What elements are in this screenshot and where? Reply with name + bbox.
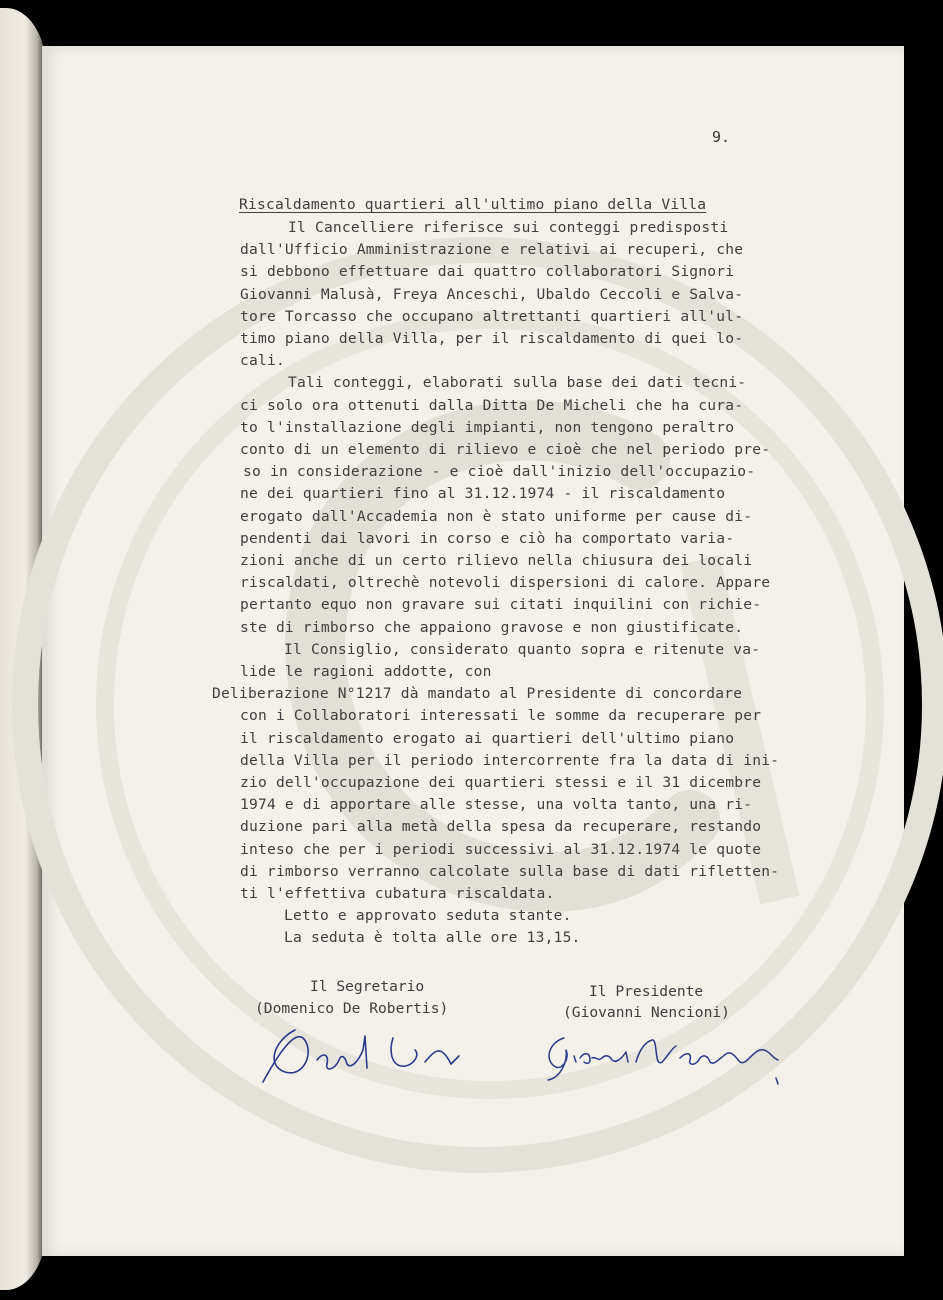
body-line: zioni anche di un certo rilievo nella chiusura dei locali	[240, 552, 753, 569]
body-line: si debbono effettuare dai quattro collaboratori Signori	[240, 263, 735, 281]
body-line: dall'Ufficio Amministrazione e relativi ai recuperi, che	[240, 241, 744, 259]
body-line: so in considerazione - e cioè dall'inizio dell'occupazio-	[243, 463, 756, 481]
body-line: ci solo ora ottenuti dalla Ditta De Micheli che ha cura-	[240, 396, 744, 414]
body-line: 1974 e di apportare alle stesse, una volta tanto, una ri-	[240, 796, 753, 814]
body-line: La seduta è tolta alle ore 13,15.	[284, 929, 581, 947]
section-heading: Riscaldamento quartieri all'ultimo piano della Villa	[239, 196, 707, 213]
body-line: tore Torcasso che occupano altrettanti quartieri all'ul-	[240, 307, 744, 325]
body-line: ste di rimborso che appaiono gravose e non giustificate.	[240, 618, 744, 636]
body-line: zio dell'occupazione dei quartieri stessi e il 31 dicembre	[240, 774, 762, 791]
president-name: (Giovanni Nencioni)	[563, 1004, 730, 1021]
body-line: con i Collaboratori interessati le somme da recuperare per	[240, 707, 762, 725]
body-line: riscaldati, oltrechè notevoli dispersioni di calore. Appare	[240, 574, 771, 592]
page-number: 9.	[712, 128, 731, 146]
body-line: Il Consiglio, considerato quanto sopra e ritenute va-	[284, 640, 761, 658]
body-line: timo piano della Villa, per il riscaldamento di quei lo-	[240, 330, 744, 347]
body-line: il riscaldamento erogato ai quartieri dell'ultimo piano	[240, 729, 735, 747]
secretary-signature	[255, 1020, 485, 1090]
body-line: di rimborso verranno calcolate sulla base di dati rifletten-	[240, 862, 780, 880]
body-line: to l'installazione degli impianti, non tengono peraltro	[240, 418, 735, 436]
body-line: lide le ragioni addotte, con	[240, 663, 492, 680]
body-line: pertanto equo non gravare sui citati inquilini con richie-	[240, 596, 762, 614]
body-text	[212, 217, 800, 947]
body-line: della Villa per il periodo intercorrente fra la data di ini-	[240, 751, 780, 769]
body-line: inteso che per i periodi successivi al 31.12.1974 le quote	[240, 840, 762, 858]
secretary-title: Il Segretario	[310, 978, 425, 995]
body-line: duzione pari alla metà della spesa da recuperare, restando	[240, 818, 762, 836]
body-line: cali.	[240, 352, 285, 370]
body-line: Letto e approvato seduta stante.	[284, 907, 572, 925]
body-line: ti l'effettiva cubatura riscaldata.	[240, 885, 555, 902]
president-title: Il Presidente	[589, 983, 704, 1000]
body-line: Il Cancelliere riferisce sui conteggi predisposti	[288, 219, 729, 236]
body-line: Giovanni Malusà, Freya Anceschi, Ubaldo Ceccoli e Salva-	[240, 285, 744, 303]
secretary-name: (Domenico De Robertis)	[255, 1000, 449, 1017]
previous-page-edge	[0, 8, 46, 1290]
body-line: Deliberazione N°1217 dà mandato al Presidente di concordare	[212, 685, 743, 703]
body-line: erogato dall'Accademia non è stato uniforme per cause di-	[240, 507, 753, 525]
body-line: pendenti dai lavori in corso e ciò ha comportato varia-	[240, 529, 735, 547]
body-line: Tali conteggi, elaborati sulla base dei dati tecni-	[288, 374, 747, 392]
body-line: conto di un elemento di rilievo e cioè che nel periodo pre-	[240, 441, 771, 458]
president-signature	[540, 1028, 790, 1088]
body-line: ne dei quartieri fino al 31.12.1974 - il riscaldamento	[240, 485, 726, 503]
